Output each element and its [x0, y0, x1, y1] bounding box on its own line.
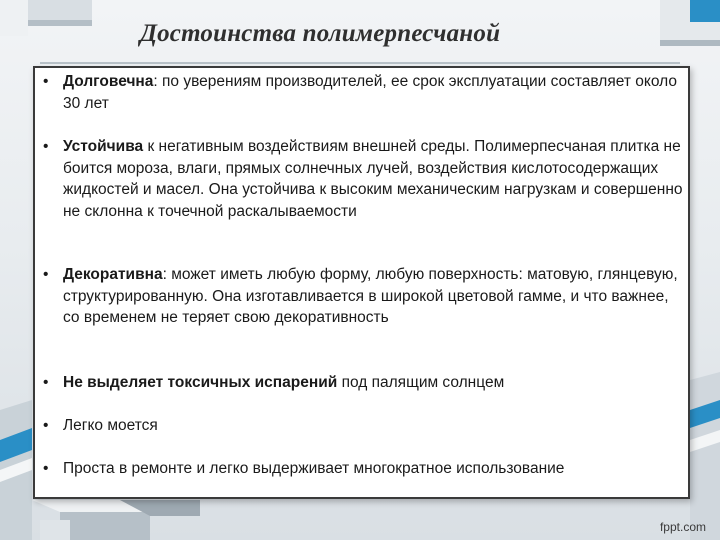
- bullet-term: Не выделяет токсичных испарений: [63, 374, 338, 391]
- bullet-marker: •: [43, 73, 49, 90]
- slide-title: Достоинства полимерпесчаной: [139, 20, 501, 47]
- bullet-text: : по уверениям производителей, ее срок эксплуатации составляет около 30 лет: [63, 73, 677, 112]
- bullet-text: Проста в ремонте и легко выдерживает многократное использование: [63, 460, 565, 477]
- bullet-item: [43, 458, 683, 480]
- bullet-item: [43, 71, 683, 114]
- bullet-text: Легко моется: [63, 417, 158, 434]
- bullet-item: [43, 415, 683, 437]
- bullet-marker: •: [43, 266, 49, 283]
- bullet-text: под палящим солнцем: [337, 374, 505, 391]
- bullet-marker: •: [43, 138, 49, 155]
- bullet-item: [43, 264, 683, 329]
- bullet-marker: •: [43, 460, 49, 477]
- bullet-text: к негативным воздействиям внешней среды. Полимерпесчаная плитка не боится мороза, влаги, прямых солнечных лучей, воздействия кислотосодержащих жидкостей и масел. Она устойчива к высоким механическим нагрузкам и совершенно не склонна к точечной раскалываемости: [63, 138, 683, 220]
- title-divider: [40, 62, 680, 64]
- bullet-marker: •: [43, 374, 49, 391]
- tile-top-right-icon: [660, 0, 720, 46]
- bullet-marker: •: [43, 417, 49, 434]
- bullet-term: Долговечна: [63, 73, 154, 90]
- tile-bottom-right-icon: [690, 372, 720, 540]
- bullet-term: Устойчива: [63, 138, 144, 155]
- bullet-item: [43, 136, 683, 222]
- bullet-text: : может иметь любую форму, любую поверхность: матовую, глянцевую, структурированную. Она изготавливается в широкой цветовой гамме, и что важнее, со временем не теряет свою декоративность: [63, 266, 678, 326]
- content-box: [33, 66, 690, 499]
- footer-logo: fppt.com: [659, 520, 706, 534]
- bullet-term: Декоративна: [63, 266, 163, 283]
- bullet-item: [43, 372, 683, 394]
